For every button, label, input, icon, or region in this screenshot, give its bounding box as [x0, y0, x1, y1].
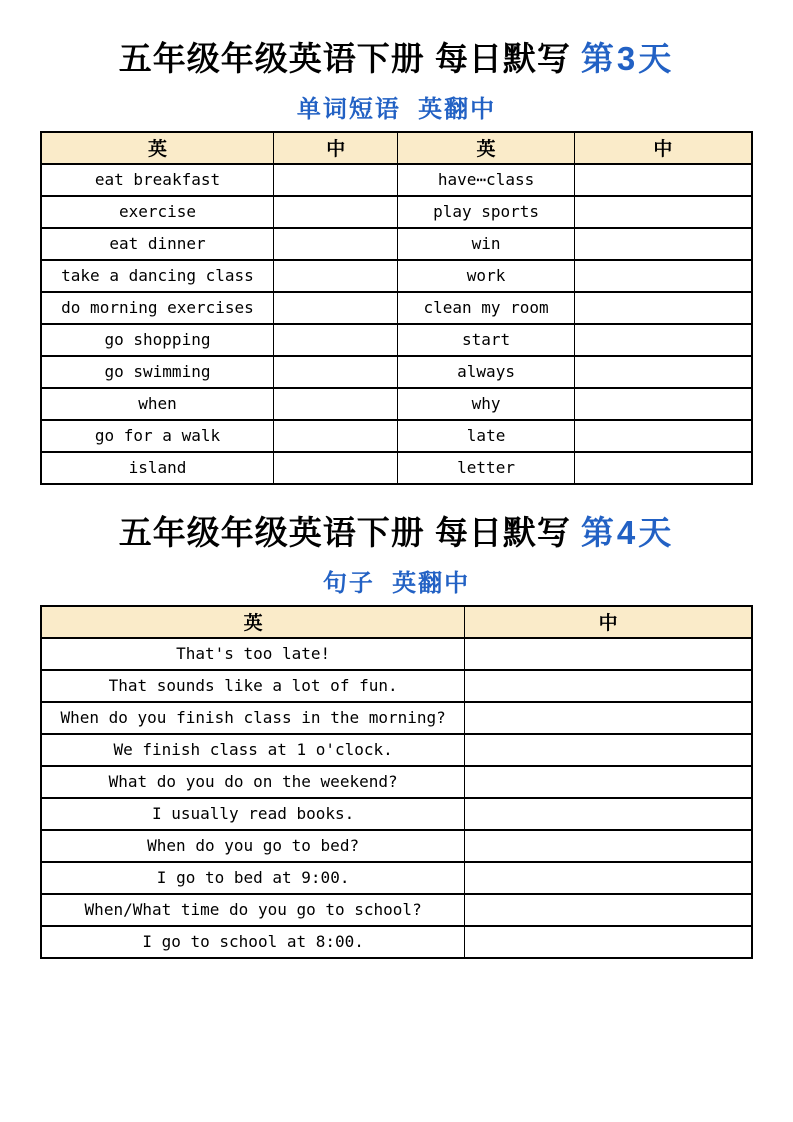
table-row: [41, 260, 752, 292]
table-row: [41, 798, 752, 830]
section-subtitle: 句子 英翻中: [322, 569, 471, 597]
chinese-answer-cell: [465, 830, 752, 862]
header-cell-english: 英: [41, 132, 273, 164]
english-phrase-cell: start: [398, 324, 574, 356]
english-phrase-cell: That sounds like a lot of fun.: [41, 670, 465, 702]
page-title: [40, 514, 753, 552]
header-cell-english: 英: [41, 606, 465, 638]
page-title-text: 五年级年级英语下册 每日默写: [118, 40, 571, 77]
page-title-text: 五年级年级英语下册 每日默写: [118, 513, 571, 551]
table-row: [41, 702, 752, 734]
chinese-answer-cell: [574, 228, 752, 260]
header-cell-chinese: 中: [273, 132, 397, 164]
english-phrase-cell: win: [398, 228, 574, 260]
english-phrase-cell: work: [398, 260, 574, 292]
chinese-answer-cell: [465, 862, 752, 894]
english-phrase-cell: when: [41, 388, 273, 420]
table-row: [41, 830, 752, 862]
chinese-answer-cell: [273, 196, 397, 228]
english-phrase-cell: go swimming: [41, 356, 273, 388]
chinese-answer-cell: [574, 356, 752, 388]
sentence-table-day4: [40, 605, 753, 959]
chinese-answer-cell: [465, 734, 752, 766]
table-row: [41, 164, 752, 196]
chinese-answer-cell: [273, 292, 397, 324]
chinese-answer-cell: [273, 164, 397, 196]
chinese-answer-cell: [273, 324, 397, 356]
english-phrase-cell: island: [41, 452, 273, 484]
english-phrase-cell: What do you do on the weekend?: [41, 766, 465, 798]
english-phrase-cell: take a dancing class: [41, 260, 273, 292]
chinese-answer-cell: [273, 420, 397, 452]
chinese-answer-cell: [465, 926, 752, 958]
table-header-row: [41, 132, 752, 164]
section-day4: [40, 514, 753, 959]
english-phrase-cell: I go to bed at 9:00.: [41, 862, 465, 894]
english-phrase-cell: letter: [398, 452, 574, 484]
header-cell-english: 英: [398, 132, 574, 164]
chinese-answer-cell: [465, 894, 752, 926]
chinese-answer-cell: [574, 164, 752, 196]
english-phrase-cell: That's too late!: [41, 638, 465, 670]
page-title-day-badge: 第3天: [580, 40, 675, 77]
table-row: [41, 862, 752, 894]
table-row: [41, 356, 752, 388]
english-phrase-cell: When do you go to bed?: [41, 830, 465, 862]
table-row: [41, 734, 752, 766]
english-phrase-cell: eat breakfast: [41, 164, 273, 196]
english-phrase-cell: exercise: [41, 196, 273, 228]
table-row: [41, 292, 752, 324]
chinese-answer-cell: [465, 638, 752, 670]
chinese-answer-cell: [465, 798, 752, 830]
page-title: [40, 40, 753, 78]
table-header-row: [41, 606, 752, 638]
english-phrase-cell: have⋯class: [398, 164, 574, 196]
table-row: [41, 894, 752, 926]
english-phrase-cell: do morning exercises: [41, 292, 273, 324]
section-day3: [40, 40, 753, 485]
table-row: [41, 228, 752, 260]
english-phrase-cell: go shopping: [41, 324, 273, 356]
english-phrase-cell: We finish class at 1 o'clock.: [41, 734, 465, 766]
header-cell-chinese: 中: [574, 132, 752, 164]
section-subtitle: 单词短语 英翻中: [296, 95, 497, 123]
table-row: [41, 766, 752, 798]
header-cell-chinese: 中: [465, 606, 752, 638]
english-phrase-cell: I go to school at 8:00.: [41, 926, 465, 958]
english-phrase-cell: always: [398, 356, 574, 388]
english-phrase-cell: I usually read books.: [41, 798, 465, 830]
table-row: [41, 638, 752, 670]
english-phrase-cell: eat dinner: [41, 228, 273, 260]
english-phrase-cell: go for a walk: [41, 420, 273, 452]
page-title-day-badge: 第4天: [580, 513, 675, 551]
chinese-answer-cell: [574, 324, 752, 356]
chinese-answer-cell: [465, 766, 752, 798]
english-phrase-cell: late: [398, 420, 574, 452]
english-phrase-cell: play sports: [398, 196, 574, 228]
english-phrase-cell: clean my room: [398, 292, 574, 324]
english-phrase-cell: When/What time do you go to school?: [41, 894, 465, 926]
chinese-answer-cell: [574, 420, 752, 452]
chinese-answer-cell: [273, 388, 397, 420]
chinese-answer-cell: [465, 702, 752, 734]
chinese-answer-cell: [273, 356, 397, 388]
chinese-answer-cell: [465, 670, 752, 702]
english-phrase-cell: When do you finish class in the morning?: [41, 702, 465, 734]
chinese-answer-cell: [574, 292, 752, 324]
table-row: [41, 420, 752, 452]
table-row: [41, 196, 752, 228]
chinese-answer-cell: [273, 452, 397, 484]
table-row: [41, 452, 752, 484]
table-row: [41, 926, 752, 958]
chinese-answer-cell: [273, 260, 397, 292]
english-phrase-cell: why: [398, 388, 574, 420]
table-row: [41, 388, 752, 420]
table-row: [41, 324, 752, 356]
chinese-answer-cell: [574, 196, 752, 228]
chinese-answer-cell: [574, 260, 752, 292]
chinese-answer-cell: [574, 452, 752, 484]
vocab-table-day3: [40, 131, 753, 485]
chinese-answer-cell: [273, 228, 397, 260]
table-row: [41, 670, 752, 702]
chinese-answer-cell: [574, 388, 752, 420]
